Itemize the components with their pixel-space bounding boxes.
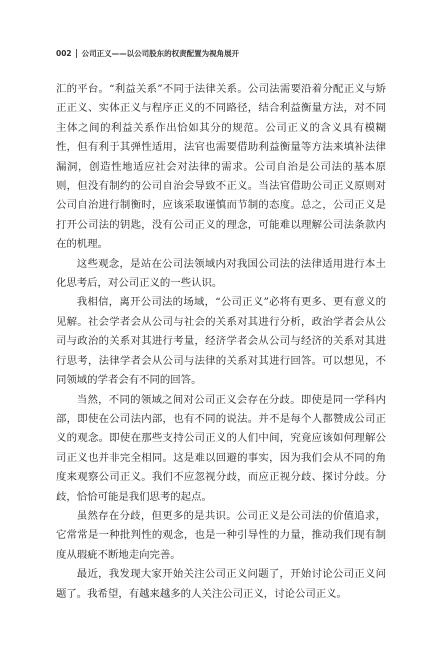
paragraph: 这些观念，是站在公司法领域内对我国公司法的法律适用进行本土化思考后，对公司正义的一些认识。	[56, 257, 386, 290]
paragraph: 我相信，离开公司法的场域，“公司正义”必将有更多、更有意义的见解。社会学者会从公司与社会的关系对其进行分析，政治学者会从公司与政治的关系对其进行考量，经济学者会从公司与经济的关系对其进行思考，法律学者会从公司与法律的关系对其进行回答。可以想见，不同领域的学者会有不同的回答。	[56, 296, 386, 387]
paragraph: 当然，不同的领域之间对公司正义会存在分歧。即使是同一学科内部，即使在公司法内部，也有不同的说法。并不是每个人都赞成公司正义的观念。即使在那些支持公司正义的人们中间，究竟应该如何理解公司正义也并非完全相同。这是难以回避的事实，因为我们会从不同的角度来观察公司正义。我们不应忽视分歧，而应正视分歧、探讨分歧。分歧，恰恰可能是我们思考的起点。	[56, 393, 386, 503]
running-title: 公司正义——以公司股东的权责配置为视角展开	[81, 48, 240, 58]
header-divider	[76, 49, 77, 58]
page-number: 002	[56, 48, 72, 58]
paragraph: 虽然存在分歧，但更多的是共识。公司正义是公司法的价值追求，它常常是一种批判性的观念，也是一种引导性的力量，推动我们现有制度从瑕疵不断地走向完善。	[56, 509, 386, 561]
running-header	[56, 46, 386, 60]
body-text	[56, 80, 386, 604]
paragraph: 最近，我发现大家开始关注公司正义问题了，开始讨论公司正义问题了。我希望，有越来越多的人关注公司正义，讨论公司正义。	[56, 568, 386, 600]
paragraph-continued: 汇的平台。“利益关系”不同于法律关系。公司法需要沿着分配正义与矫正正义、实体正义与程序正义的不同路径，结合利益衡量方法，对不同主体之间的利益关系作出恰如其分的规范。公司正义的含义具有模糊性，但有利于其弹性适用，法官也需要借助利益衡量等方法来填补法律漏洞，创造性地适应社会对法律的需求。公司自治是公司法的基本原则，但没有制约的公司自治会导致不正义。当法官借助公司正义原则对公司自治进行制衡时，应该采取谨慎而节制的态度。总之，公司正义是打开公司法的钥匙，没有公司正义的理念，可能难以理解公司法条款内在的机理。	[56, 83, 386, 251]
